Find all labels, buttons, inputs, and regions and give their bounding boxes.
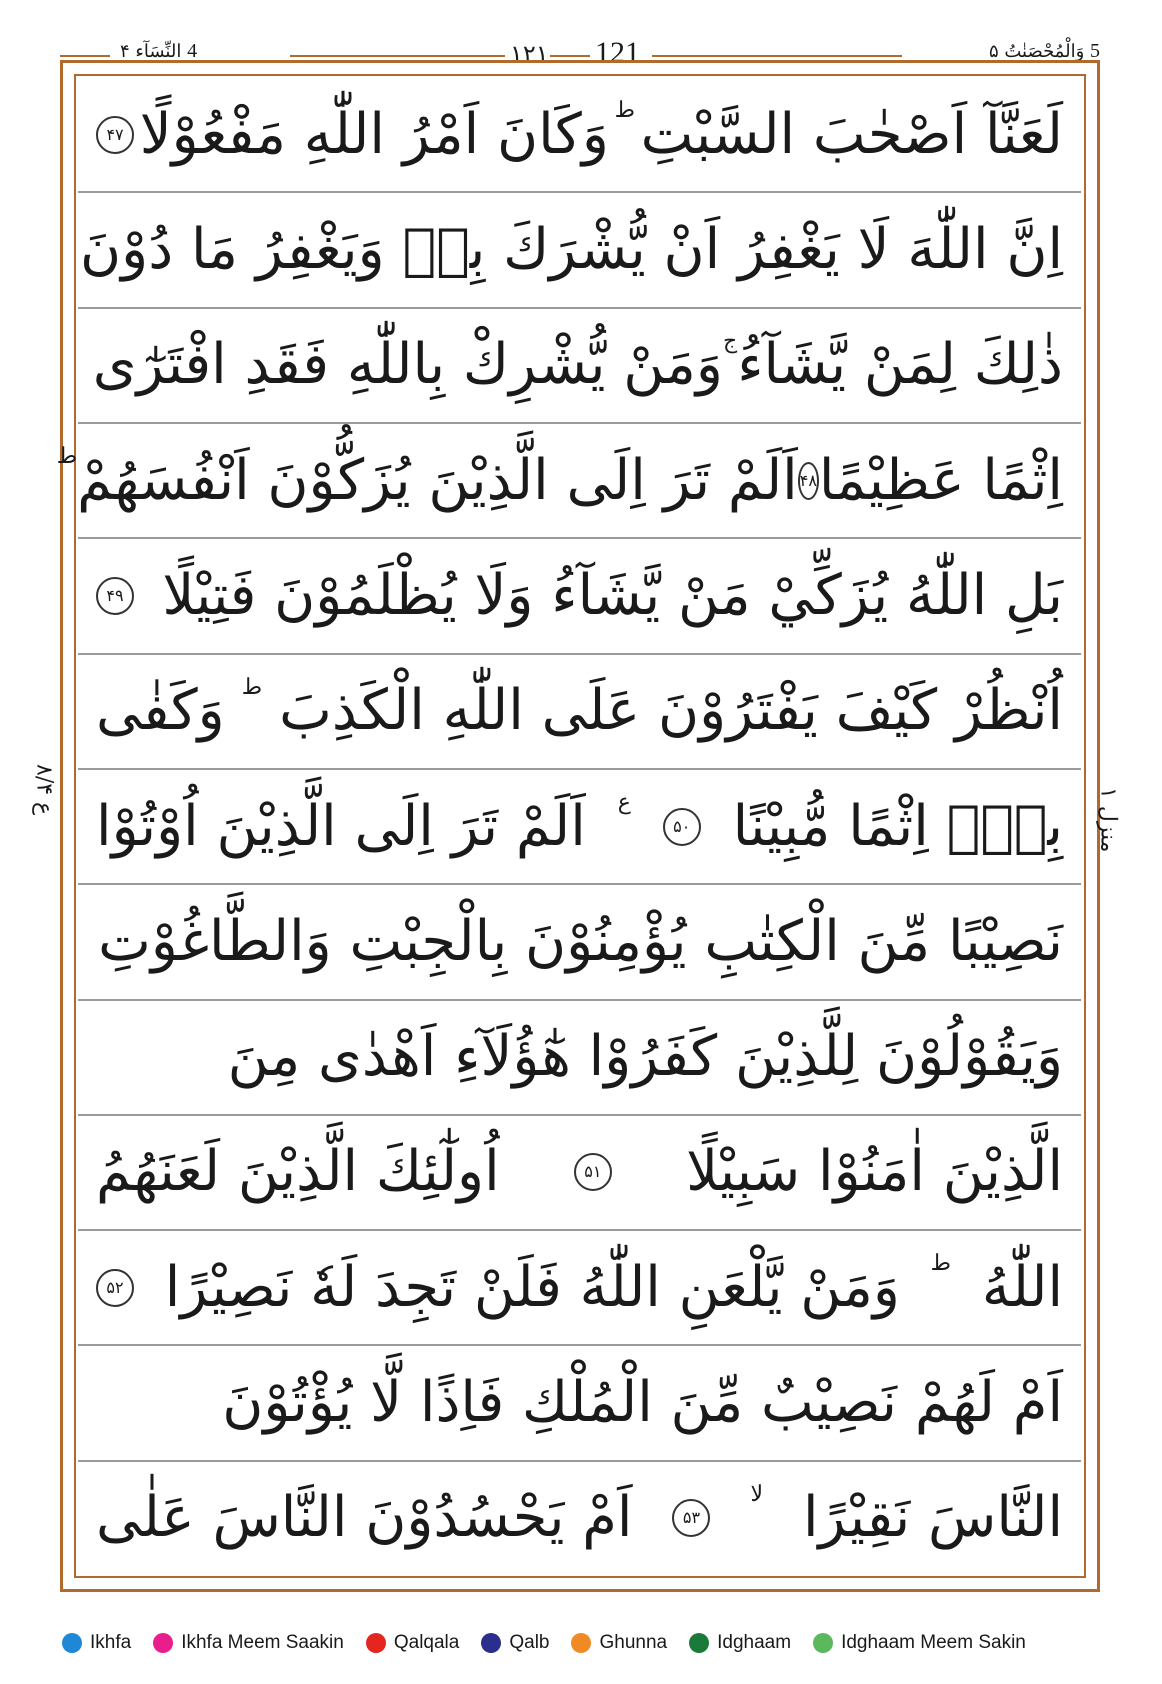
text-line [78,770,1081,885]
verse-lines [56,78,1081,1575]
legend-label: Idghaam [717,1632,792,1653]
text-segment: اُنْظُرْ كَيْفَ يَفْتَرُوْنَ عَلَى اللّٰهِ الْكَذِبَ [279,678,1063,744]
legend-label: Ghunna [599,1632,668,1653]
text-line [78,309,1081,424]
text-segment: اَمْ لَهُمْ نَصِيْبٌ مِّنَ الْمُلْكِ فَاِذًا لَّا يُؤْتُوْنَ [222,1370,1063,1436]
text-segment: اَمْ يَحْسُدُوْنَ النَّاسَ عَلٰى [96,1485,633,1551]
header-rule [60,55,110,57]
legend-item-qalqala [366,1632,460,1654]
legend-dot [366,1633,386,1653]
legend-item-idghaam [689,1632,791,1654]
text-line [78,1001,1081,1116]
text-segment: ذٰلِكَ لِمَنْ يَّشَآءُ [737,332,1063,398]
text-segment: نَصِيْبًا مِّنَ الْكِتٰبِ يُؤْمِنُوْنَ بِالْجِبْتِ وَالطَّاغُوْتِ [98,908,1063,974]
text-segment: وَكَانَ اَمْرُ اللّٰهِ مَفْعُوْلًا [139,101,609,167]
text-segment: وَيَقُوْلُوْنَ لِلَّذِيْنَ كَفَرُوْا هٰٓؤُلَآءِ اَهْدٰى مِنَ [227,1024,1063,1090]
waqf-sign: ط [930,1251,952,1277]
header-rule [550,55,590,57]
text-segment: اَلَمْ تَرَ اِلَى الَّذِيْنَ اُوْتُوْا [96,793,586,859]
text-line [78,1462,1081,1575]
header-rule [652,55,902,57]
text-line [78,193,1081,308]
text-segment: وَمَنْ يَّلْعَنِ اللّٰهُ فَلَنْ تَجِدَ لَهٗ نَصِيْرًا [164,1254,900,1320]
legend-dot [813,1633,833,1653]
waqf-sign: لا [750,1481,763,1507]
text-segment: وَمَنْ يُّشْرِكْ بِاللّٰهِ فَقَدِ افْتَرٰٓى [92,332,723,398]
legend-item-ikhfa [62,1632,131,1654]
text-segment: اَلَمْ تَرَ اِلَى الَّذِيْنَ يُزَكُّوْنَ اَنْفُسَهُمْ [77,447,798,513]
ayah-marker: ۴۹ [96,577,134,615]
text-line [56,424,1081,539]
text-segment: اِثْمًا عَظِيْمًا [818,447,1063,513]
legend-label: Ikhfa [90,1632,132,1653]
legend-item-ghunna [571,1632,667,1654]
waqf-sign: ط [241,674,263,700]
ruku-marker: ع ۸/۴ [31,764,57,816]
juz-name: وَالْمُحْصَنٰتُ ۵ [988,41,1085,62]
legend-label: Idghaam Meem Sakin [841,1632,1026,1653]
manzil-marker: منزل ۱ [1095,787,1121,853]
ayah-marker: ۵۳ [672,1499,710,1537]
text-segment: بِهٖٓ اِثْمًا مُّبِيْنًا [732,793,1063,859]
tajweed-legend [62,1628,1122,1658]
text-segment: وَكَفٰى [96,678,225,744]
legend-dot [62,1633,82,1653]
surah-name: النِّسَآء ۴ [120,41,182,62]
waqf-sign: ط [614,98,635,123]
ayah-marker: ۴۷ [96,116,134,154]
text-line [78,78,1081,193]
legend-item-ikhfa-meem-saakin [153,1632,344,1654]
waqf-sign: ط [56,443,78,469]
text-segment: لَعَنَّآ اَصْحٰبَ السَّبْتِ [640,101,1063,167]
legend-label: Qalqala [393,1632,460,1653]
legend-dot [571,1633,591,1653]
ayah-marker: ۵۱ [574,1153,612,1191]
ayah-marker: ۴۸ [798,462,819,500]
text-segment: اللّٰهُ [981,1254,1063,1320]
text-line [78,1231,1081,1346]
text-line [78,539,1081,654]
page-number-arabic: ۱۲۱ [510,40,549,68]
surah-number: 4 [187,40,198,62]
page-number: 121 [595,36,640,69]
header-rule [290,55,505,57]
legend-label: Qalb [509,1632,550,1653]
ruku-sign: ع [617,789,631,815]
legend-item-qalb [481,1632,549,1654]
ayah-marker: ۵۲ [96,1269,134,1307]
juz-number: 5 [1090,40,1100,62]
legend-label: Ikhfa Meem Saakin [181,1632,344,1653]
legend-item-idghaam-meem-sakin [813,1632,1026,1654]
legend-dot [689,1633,709,1653]
text-line [78,885,1081,1000]
legend-dot [153,1633,173,1653]
ayah-marker: ۵۰ [663,808,701,846]
text-line [78,655,1081,770]
text-line [78,1346,1081,1461]
text-segment: الَّذِيْنَ اٰمَنُوْا سَبِيْلًا [686,1139,1063,1205]
text-segment: النَّاسَ نَقِيْرًا [802,1485,1063,1551]
text-segment: اُولٰٓئِكَ الَّذِيْنَ لَعَنَهُمُ [96,1139,500,1205]
waqf-sign: ج [722,328,738,354]
text-segment: اِنَّ اللّٰهَ لَا يَغْفِرُ اَنْ يُّشْرَكَ بِهٖ وَيَغْفِرُ مَا دُوْنَ [80,216,1063,282]
text-line [78,1116,1081,1231]
legend-dot [481,1633,501,1653]
text-segment: بَلِ اللّٰهُ يُزَكِّيْ مَنْ يَّشَآءُ وَلَا يُظْلَمُوْنَ فَتِيْلًا [162,562,1063,628]
